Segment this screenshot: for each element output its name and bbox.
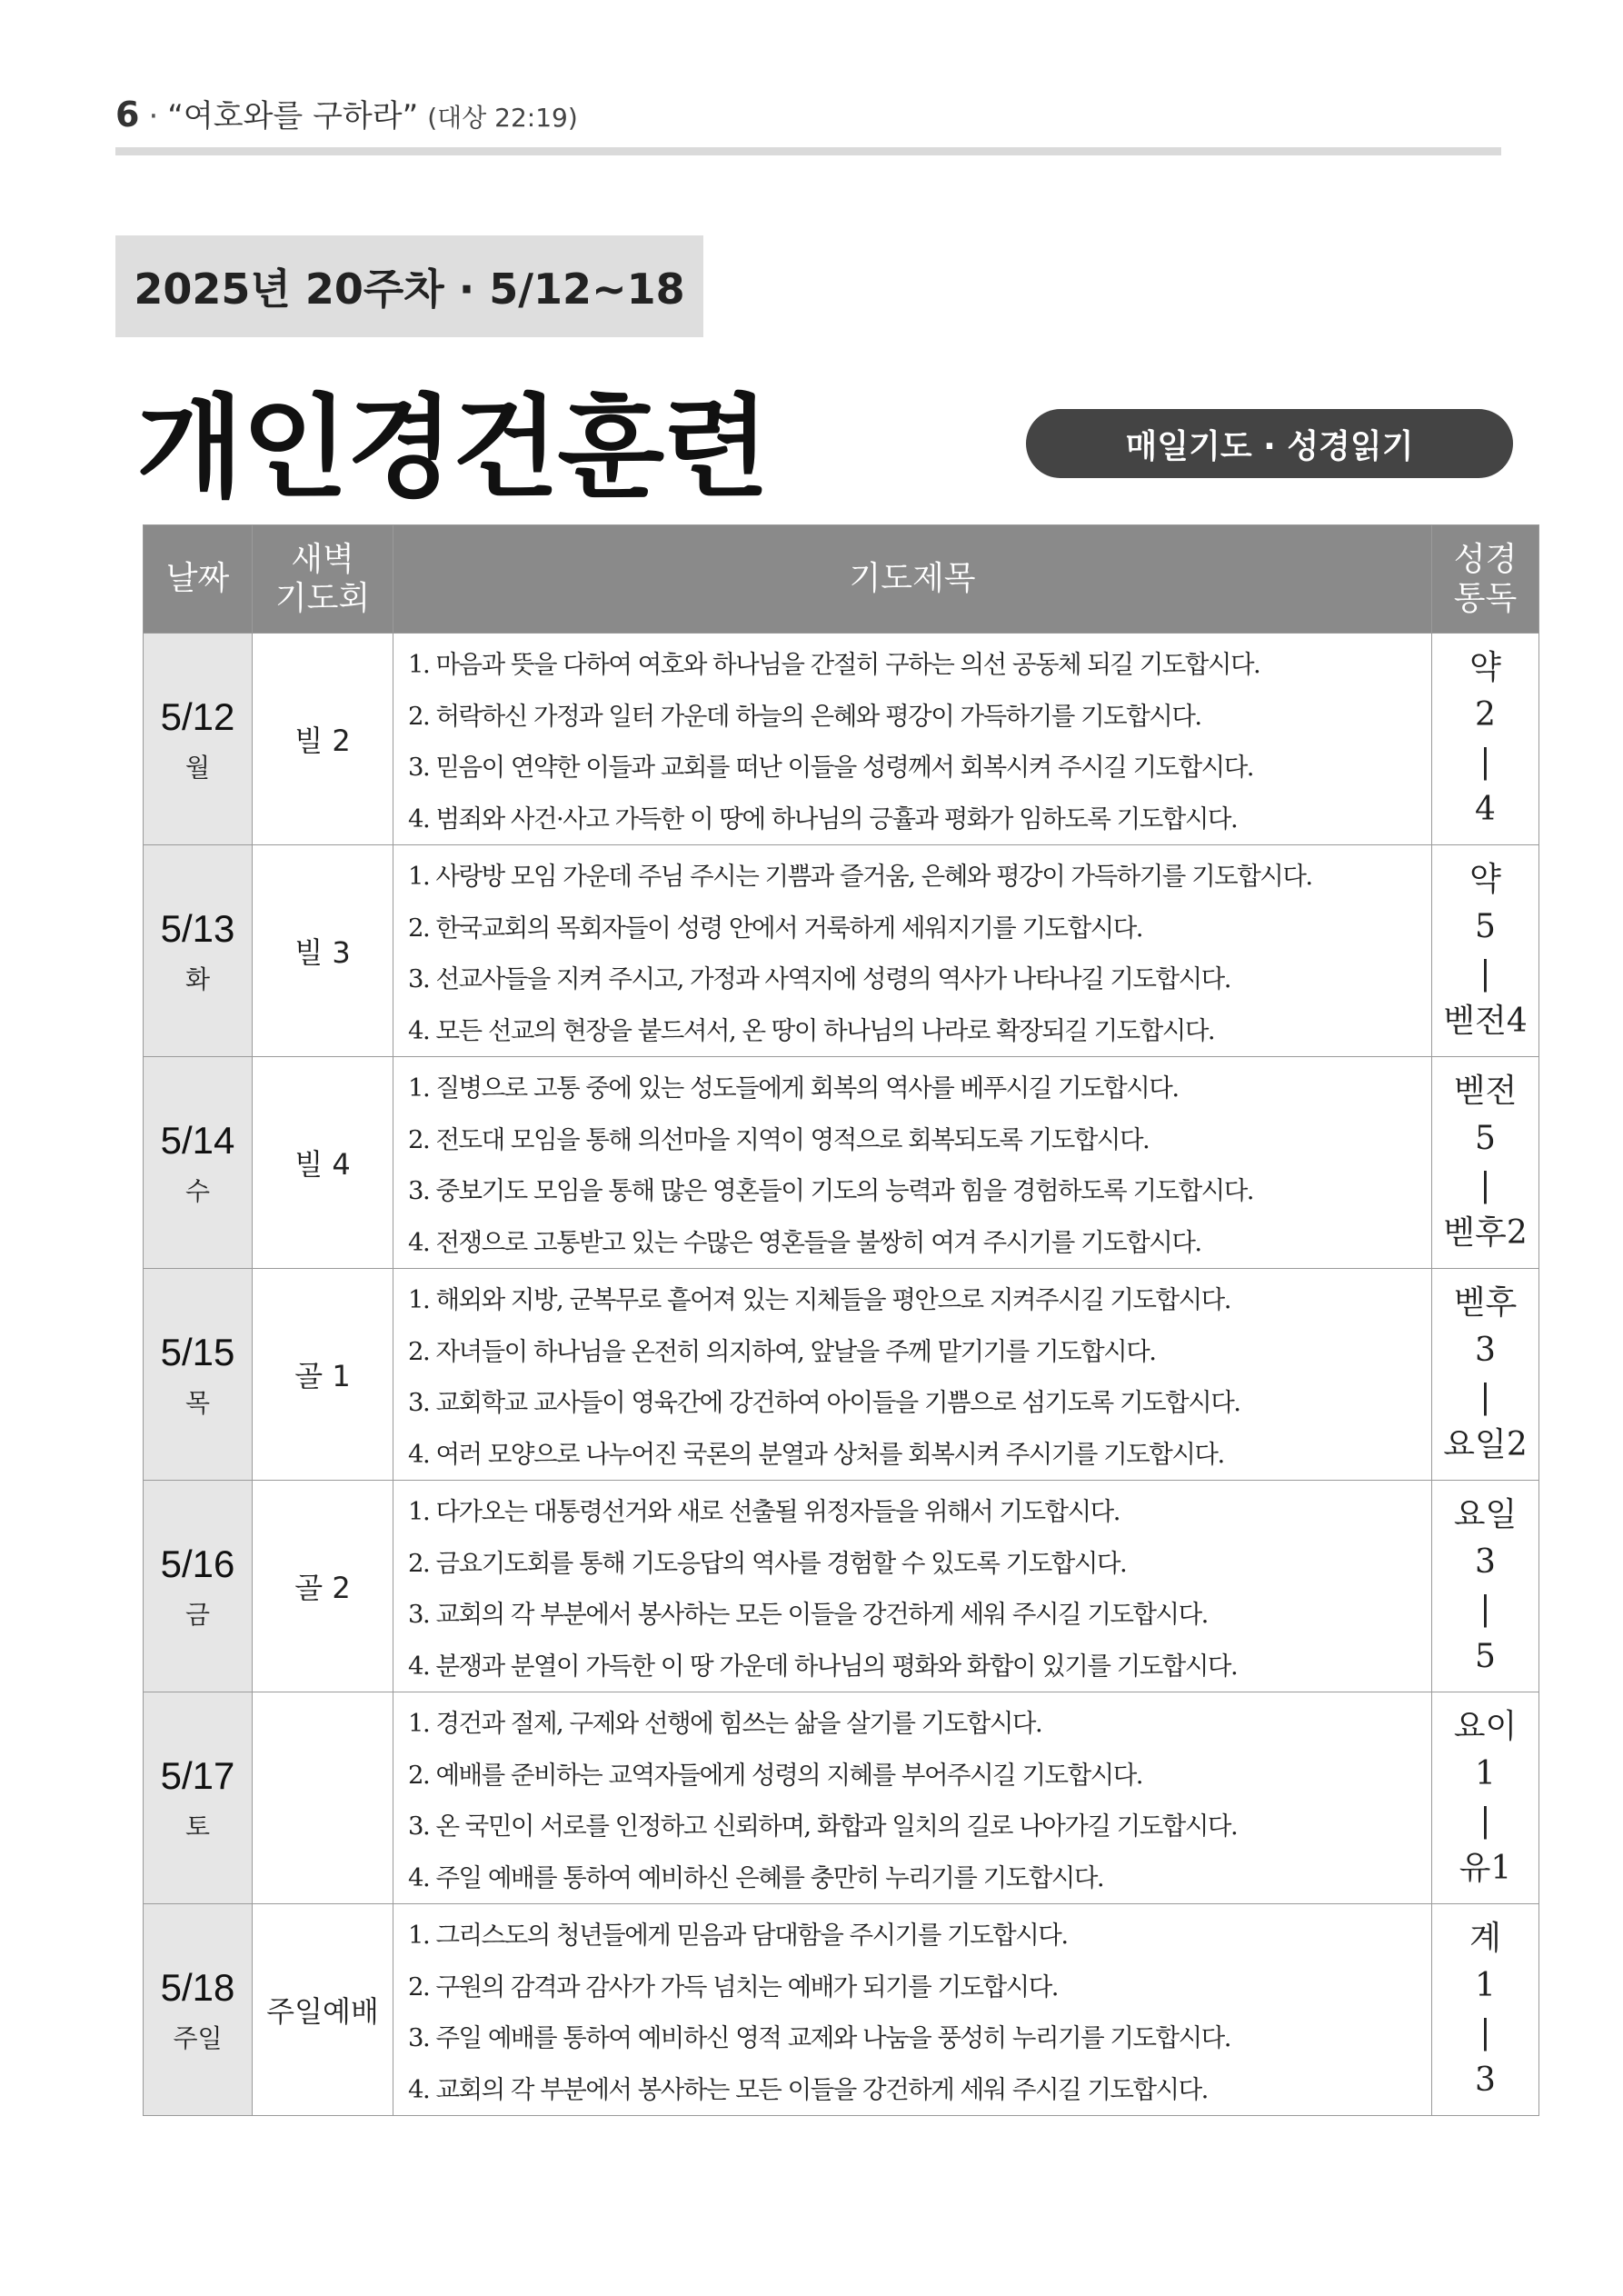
reading-range-bar: | (1479, 744, 1491, 781)
row-weekday: 목 (184, 1389, 211, 1418)
bible-reading-cell (1432, 845, 1539, 1057)
row-weekday: 화 (184, 965, 211, 994)
prayer-item: 2. 자녀들이 하나님을 온전히 의지하여, 앞날을 주께 맡기기를 기도합시다. (408, 1336, 1156, 1366)
reading-start-chapter: 5 (1475, 908, 1496, 945)
week-label: 2025년 20주차 · 5/12~18 (115, 235, 703, 337)
prayer-topics-cell (393, 1269, 1432, 1481)
prayer-item: 1. 경건과 절제, 구제와 선행에 힘쓰는 삶을 살기를 기도합시다. (408, 1709, 1042, 1738)
reading-end: 4 (1475, 791, 1496, 828)
reading-range-bar: | (1479, 1802, 1491, 1840)
table-row (144, 634, 1539, 845)
reading-end: 벧후2 (1443, 1214, 1528, 1252)
row-weekday: 금 (184, 1601, 211, 1630)
prayer-item: 3. 선교사들을 지켜 주시고, 가정과 사역지에 성령의 역사가 나타나길 기도합시다. (408, 964, 1230, 993)
row-weekday: 토 (184, 1812, 211, 1842)
dawn-passage: 골 1 (253, 1269, 393, 1481)
reading-start-book: 벧후 (1453, 1284, 1518, 1322)
header-theme: “여호와를 구하라” (167, 98, 419, 135)
row-weekday: 수 (184, 1177, 211, 1206)
date-cell (144, 1057, 253, 1269)
reading-end: 5 (1475, 1638, 1496, 1675)
prayer-item: 3. 교회의 각 부분에서 봉사하는 모든 이들을 강건하게 세워 주시길 기도합시다. (408, 1600, 1208, 1629)
header-reference: (대상 22:19) (427, 103, 578, 133)
row-weekday: 월 (184, 754, 211, 783)
row-date: 5/12 (160, 694, 235, 738)
row-date: 5/14 (160, 1118, 235, 1162)
page-number: 6 (115, 95, 140, 135)
prayer-item: 1. 해외와 지방, 군복무로 흩어져 있는 지체들을 평안으로 지켜주시길 기도합시다. (408, 1285, 1230, 1314)
reading-end: 요일2 (1443, 1426, 1528, 1463)
prayer-item: 2. 허락하신 가정과 일터 가운데 하늘의 은혜와 평강이 가득하기를 기도합시다. (408, 701, 1201, 731)
prayer-topics-cell (393, 845, 1432, 1057)
dawn-passage: 빌 3 (253, 845, 393, 1057)
table-row (144, 1481, 1539, 1692)
prayer-item: 2. 금요기도회를 통해 기도응답의 역사를 경험할 수 있도록 기도합시다. (408, 1548, 1127, 1578)
prayer-item: 2. 구원의 감격과 감사가 가득 넘치는 예배가 되기를 기도합시다. (408, 1972, 1059, 2002)
prayer-item: 3. 믿음이 연약한 이들과 교회를 떠난 이들을 성령께서 회복시켜 주시길 기도합시다. (408, 753, 1254, 782)
dawn-passage (253, 1692, 393, 1904)
row-date: 5/15 (160, 1330, 235, 1373)
prayer-item: 1. 다가오는 대통령선거와 새로 선출될 위정자들을 위해서 기도합시다. (408, 1497, 1120, 1526)
table-row (144, 1057, 1539, 1269)
prayer-topics-cell (393, 1692, 1432, 1904)
prayer-topics-cell (393, 1057, 1432, 1269)
category-badge: 매일기도 · 성경읽기 (1026, 409, 1513, 478)
reading-start-chapter: 3 (1475, 1543, 1496, 1581)
row-weekday: 주일 (173, 2024, 223, 2053)
dawn-passage: 주일예배 (253, 1904, 393, 2116)
page-header (115, 91, 1501, 135)
table-row (144, 1269, 1539, 1481)
reading-start-chapter: 2 (1475, 696, 1496, 734)
date-cell (144, 1481, 253, 1692)
prayer-item: 3. 교회학교 교사들이 영육간에 강건하여 아이들을 기쁨으로 섬기도록 기도합시다. (408, 1388, 1240, 1417)
header-bible-reading: 성경 통독 (1432, 525, 1539, 634)
dawn-passage: 골 2 (253, 1481, 393, 1692)
header-separator: · (148, 98, 159, 135)
row-date: 5/13 (160, 906, 235, 950)
reading-range-bar: | (1479, 1591, 1491, 1628)
date-cell (144, 634, 253, 845)
prayer-item: 2. 전도대 모임을 통해 의선마을 지역이 영적으로 회복되도록 기도합시다. (408, 1124, 1150, 1154)
prayer-schedule-table (143, 524, 1539, 2116)
prayer-topics-cell (393, 634, 1432, 845)
reading-end: 3 (1475, 2061, 1496, 2099)
prayer-item: 2. 한국교회의 목회자들이 성령 안에서 거룩하게 세워지기를 기도합시다. (408, 913, 1143, 943)
reading-start-book: 벧전 (1453, 1073, 1518, 1110)
prayer-item: 3. 온 국민이 서로를 인정하고 신뢰하며, 화합과 일치의 길로 나아가길 기도합시다. (408, 1812, 1238, 1841)
reading-start-chapter: 1 (1475, 1967, 1496, 2004)
table-header-row (144, 525, 1539, 634)
bible-reading-cell (1432, 1269, 1539, 1481)
reading-range-bar: | (1479, 955, 1491, 993)
reading-range-bar: | (1479, 2014, 1491, 2051)
table-row (144, 1904, 1539, 2116)
prayer-item: 3. 중보기도 모임을 통해 많은 영혼들이 기도의 능력과 힘을 경험하도록 기도합시다. (408, 1176, 1254, 1205)
prayer-item: 4. 전쟁으로 고통받고 있는 수많은 영혼들을 불쌍히 여겨 주시기를 기도합시다. (408, 1227, 1201, 1257)
bible-reading-cell (1432, 1692, 1539, 1904)
bible-reading-cell (1432, 634, 1539, 845)
prayer-item: 2. 예배를 준비하는 교역자들에게 성령의 지혜를 부어주시길 기도합시다. (408, 1760, 1143, 1790)
reading-end: 벧전4 (1443, 1003, 1528, 1040)
date-cell (144, 1904, 253, 2116)
bible-reading-cell (1432, 1481, 1539, 1692)
prayer-item: 4. 분쟁과 분열이 가득한 이 땅 가운데 하나님의 평화와 화합이 있기를 기도합시다. (408, 1651, 1238, 1681)
table-row (144, 1692, 1539, 1904)
header-dawn-service: 새벽 기도회 (253, 525, 393, 634)
header-divider (115, 147, 1501, 155)
prayer-topics-cell (393, 1904, 1432, 2116)
date-cell (144, 1269, 253, 1481)
reading-range-bar: | (1479, 1379, 1491, 1416)
prayer-item: 4. 범죄와 사건·사고 가득한 이 땅에 하나님의 긍휼과 평화가 임하도록 기도합시다. (408, 804, 1238, 834)
date-cell (144, 845, 253, 1057)
reading-start-chapter: 3 (1475, 1332, 1496, 1369)
dawn-passage: 빌 2 (253, 634, 393, 845)
prayer-item: 1. 그리스도의 청년들에게 믿음과 담대함을 주시기를 기도합시다. (408, 1921, 1068, 1950)
reading-end: 유1 (1459, 1850, 1512, 1887)
header-date: 날짜 (144, 525, 253, 634)
header-prayer-topics: 기도제목 (393, 525, 1432, 634)
prayer-item: 3. 주일 예배를 통하여 예비하신 영적 교제와 나눔을 풍성히 누리기를 기도합시다. (408, 2023, 1230, 2052)
prayer-topics-cell (393, 1481, 1432, 1692)
row-date: 5/17 (160, 1753, 235, 1797)
page-title: 개인경건훈련 (136, 384, 769, 513)
row-date: 5/18 (160, 1965, 235, 2009)
table-row (144, 845, 1539, 1057)
reading-start-book: 요이 (1453, 1708, 1518, 1745)
dawn-passage: 빌 4 (253, 1057, 393, 1269)
date-cell (144, 1692, 253, 1904)
reading-start-chapter: 1 (1475, 1755, 1496, 1792)
reading-start-chapter: 5 (1475, 1120, 1496, 1157)
reading-start-book: 약 (1469, 649, 1501, 686)
reading-start-book: 약 (1469, 861, 1501, 898)
bible-reading-cell (1432, 1904, 1539, 2116)
prayer-item: 1. 질병으로 고통 중에 있는 성도들에게 회복의 역사를 베푸시길 기도합시다. (408, 1073, 1179, 1103)
reading-start-book: 계 (1469, 1920, 1501, 1957)
reading-range-bar: | (1479, 1167, 1491, 1204)
prayer-item: 4. 모든 선교의 현장을 붙드셔서, 온 땅이 하나님의 나라로 확장되길 기도합시다. (408, 1015, 1215, 1045)
reading-start-book: 요일 (1453, 1496, 1518, 1533)
prayer-item: 4. 주일 예배를 통하여 예비하신 은혜를 충만히 누리기를 기도합시다. (408, 1862, 1104, 1892)
row-date: 5/16 (160, 1542, 235, 1585)
prayer-item: 1. 사랑방 모임 가운데 주님 주시는 기쁨과 즐거움, 은혜와 평강이 가득하기를 기도합시다. (408, 862, 1312, 891)
bible-reading-cell (1432, 1057, 1539, 1269)
prayer-item: 4. 여러 모양으로 나누어진 국론의 분열과 상처를 회복시켜 주시기를 기도합시다. (408, 1439, 1224, 1469)
prayer-item: 1. 마음과 뜻을 다하여 여호와 하나님을 간절히 구하는 의선 공동체 되길 기도합시다. (408, 650, 1260, 679)
prayer-item: 4. 교회의 각 부분에서 봉사하는 모든 이들을 강건하게 세워 주시길 기도합시다. (408, 2074, 1208, 2104)
